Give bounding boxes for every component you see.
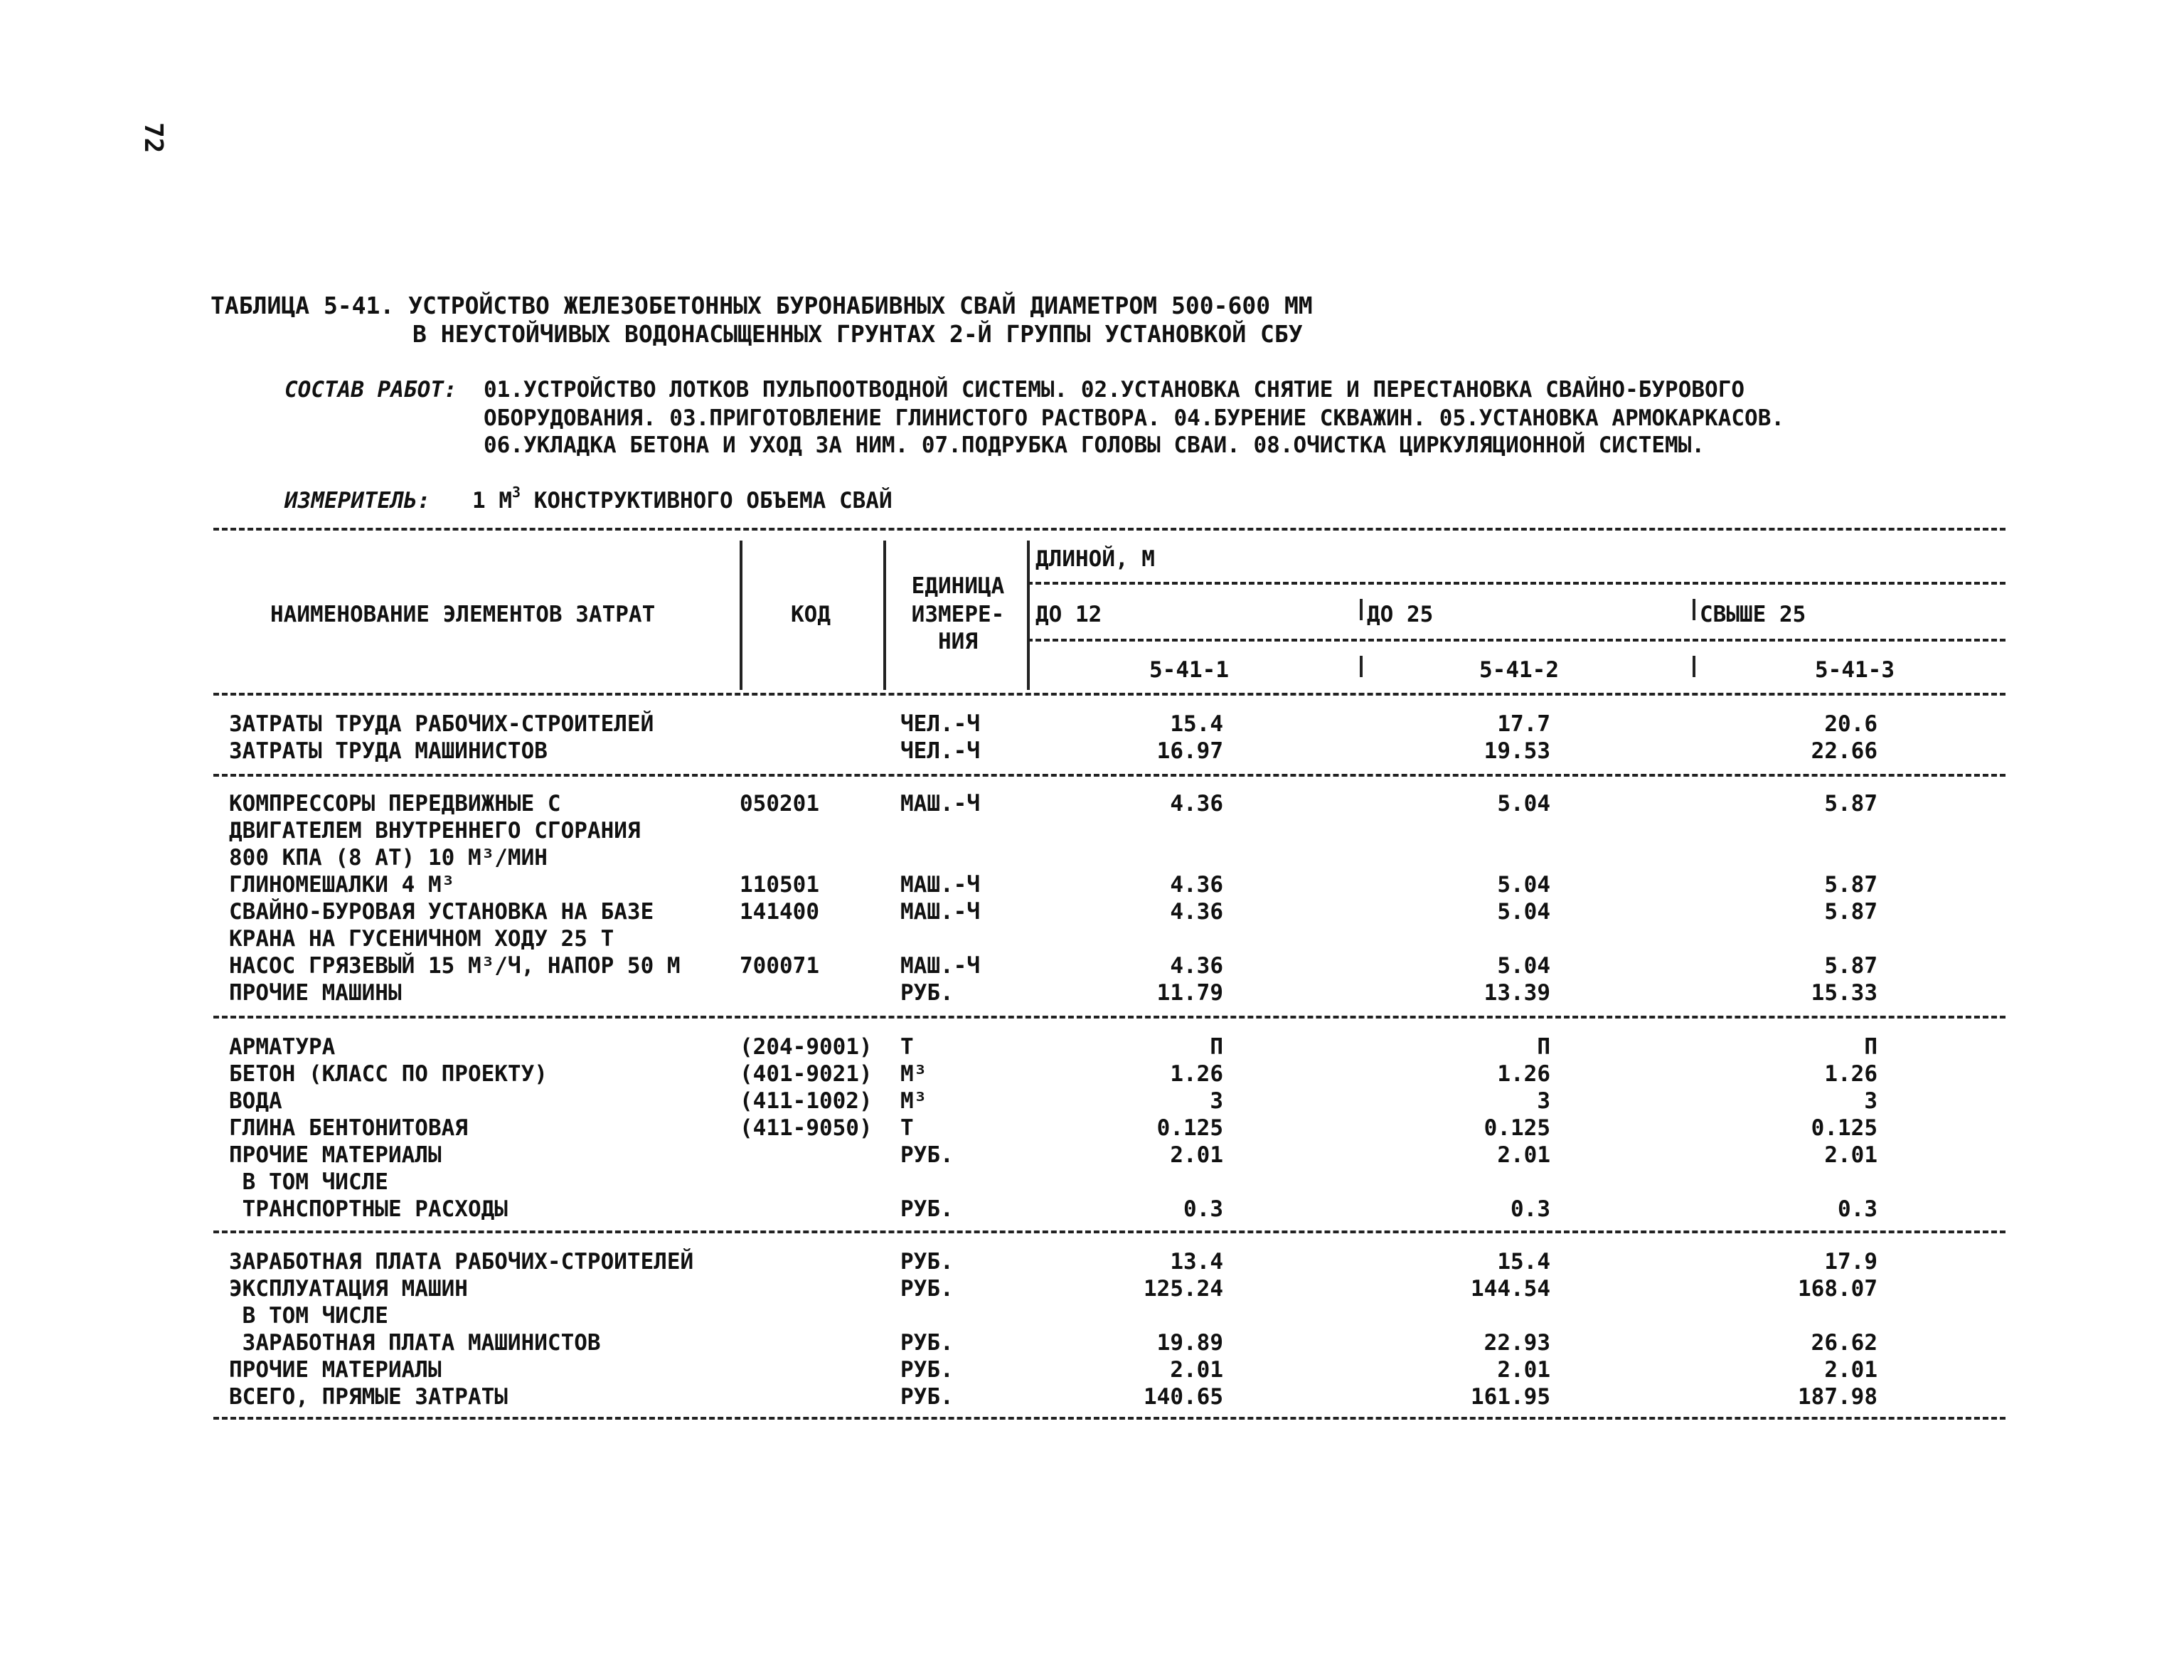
row-value-2: 5.04 xyxy=(1497,872,1550,898)
work-line1: 01.УСТРОЙСТВО ЛОТКОВ ПУЛЬПООТВОДНОЙ СИСТЕМЫ. 02.УСТАНОВКА СНЯТИЕ И ПЕРЕСТАНОВКА СВАЙНО-БУРОВОГО xyxy=(484,377,1745,403)
vbar-code xyxy=(883,541,886,690)
row-name: ПРОЧИЕ МАТЕРИАЛЫ xyxy=(229,1142,442,1168)
row-name: СВАЙНО-БУРОВАЯ УСТАНОВКА НА БАЗЕ xyxy=(229,899,654,925)
meter-text xyxy=(472,484,893,514)
header-col2: 5-41-2 xyxy=(1479,657,1559,683)
header-length: ДЛИНОЙ, М xyxy=(1035,546,1155,572)
meter-label: ИЗМЕРИТЕЛЬ: xyxy=(284,488,431,514)
rule-header-bottom xyxy=(213,693,2005,696)
row-value-1: 4.36 xyxy=(1170,872,1223,898)
meter-sup: 3 xyxy=(512,484,521,501)
row-value-1: 140.65 xyxy=(1144,1384,1223,1410)
row-unit: РУБ. xyxy=(900,980,954,1006)
header-unit-3: НИЯ xyxy=(938,629,978,654)
row-value-3: 168.07 xyxy=(1798,1276,1877,1302)
row-name: ПРОЧИЕ МАТЕРИАЛЫ xyxy=(229,1357,442,1383)
rule-subheads xyxy=(1027,639,2005,642)
row-name: БЕТОН (КЛАСС ПО ПРОЕКТУ) xyxy=(229,1061,548,1087)
vbar-len2 xyxy=(1360,599,1363,620)
row-value-2: 5.04 xyxy=(1497,791,1550,817)
vbar-col2 xyxy=(1360,656,1363,677)
row-value-3: П xyxy=(1864,1034,1877,1060)
header-unit-2: ИЗМЕРЕ- xyxy=(911,602,1005,627)
row-name: ПРОЧИЕ МАШИНЫ xyxy=(229,980,402,1006)
table-title-line1: ТАБЛИЦА 5-41. УСТРОЙСТВО ЖЕЛЕЗОБЕТОННЫХ БУРОНАБИВНЫХ СВАЙ ДИАМЕТРОМ 500-600 ММ xyxy=(211,292,1313,319)
row-code: (204-9001) xyxy=(740,1034,873,1060)
row-name: ДВИГАТЕЛЕМ ВНУТРЕННЕГО СГОРАНИЯ xyxy=(229,818,641,844)
row-value-2: 144.54 xyxy=(1471,1276,1550,1302)
row-value-3: 26.62 xyxy=(1811,1330,1877,1356)
row-value-2: 1.26 xyxy=(1497,1061,1550,1087)
row-code: 110501 xyxy=(740,872,819,898)
vbar-len3 xyxy=(1693,599,1695,620)
row-value-1: 4.36 xyxy=(1170,899,1223,925)
row-name: ГЛИНА БЕНТОНИТОВАЯ xyxy=(229,1115,468,1141)
header-col1: 5-41-1 xyxy=(1149,657,1229,683)
row-name: КРАНА НА ГУСЕНИЧНОМ ХОДУ 25 Т xyxy=(229,926,614,952)
row-value-1: 2.01 xyxy=(1170,1357,1223,1383)
row-unit: РУБ. xyxy=(900,1330,954,1356)
row-name: ЗАРАБОТНАЯ ПЛАТА МАШИНИСТОВ xyxy=(229,1330,601,1356)
row-value-2: 2.01 xyxy=(1497,1357,1550,1383)
row-value-3: 15.33 xyxy=(1811,980,1877,1006)
work-label: СОСТАВ РАБОТ: xyxy=(284,377,457,403)
row-value-1: 125.24 xyxy=(1144,1276,1223,1302)
header-code: КОД xyxy=(791,602,831,627)
row-code: (401-9021) xyxy=(740,1061,873,1087)
rule-sect2 xyxy=(213,1016,2005,1019)
meter-text-b: КОНСТРУКТИВНОГО ОБЪЕМА СВАЙ xyxy=(521,488,893,514)
row-unit: РУБ. xyxy=(900,1142,954,1168)
row-value-2: 22.93 xyxy=(1483,1330,1550,1356)
page-number: 72 xyxy=(139,122,168,154)
row-value-3: 5.87 xyxy=(1824,872,1877,898)
row-name: ВОДА xyxy=(229,1088,282,1114)
row-value-3: 3 xyxy=(1864,1088,1877,1114)
row-value-1: 1.26 xyxy=(1170,1061,1223,1087)
rule-sect3 xyxy=(213,1230,2005,1233)
header-len1: ДО 12 xyxy=(1035,602,1102,627)
row-name: В ТОМ ЧИСЛЕ xyxy=(229,1169,388,1195)
row-value-2: 5.04 xyxy=(1497,899,1550,925)
row-unit: ЧЕЛ.-Ч xyxy=(900,738,980,764)
row-unit: М³ xyxy=(900,1061,927,1087)
row-unit: РУБ. xyxy=(900,1276,954,1302)
row-value-3: 5.87 xyxy=(1824,899,1877,925)
rule-top xyxy=(213,528,2005,531)
row-name: 800 КПА (8 АТ) 10 М³/МИН xyxy=(229,845,548,871)
row-value-3: 22.66 xyxy=(1811,738,1877,764)
rule-length xyxy=(1027,582,2005,585)
row-value-1: 0.3 xyxy=(1183,1196,1223,1222)
row-value-3: 0.3 xyxy=(1838,1196,1877,1222)
row-name: НАСОС ГРЯЗЕВЫЙ 15 М³/Ч, НАПОР 50 М xyxy=(229,953,681,979)
row-code: (411-9050) xyxy=(740,1115,873,1141)
header-len3: СВЫШЕ 25 xyxy=(1700,602,1806,627)
work-line3: 06.УКЛАДКА БЕТОНА И УХОД ЗА НИМ. 07.ПОДРУБКА ГОЛОВЫ СВАИ. 08.ОЧИСТКА ЦИРКУЛЯЦИОННОЙ СИСТЕМЫ. xyxy=(484,432,1705,458)
row-unit: ЧЕЛ.-Ч xyxy=(900,711,980,737)
row-value-3: 20.6 xyxy=(1824,711,1877,737)
row-value-2: П xyxy=(1537,1034,1550,1060)
row-unit: МАШ.-Ч xyxy=(900,899,980,925)
row-value-2: 15.4 xyxy=(1497,1249,1550,1275)
vbar-unit xyxy=(1027,541,1030,690)
row-code: 050201 xyxy=(740,791,819,817)
row-name: ЗАТРАТЫ ТРУДА МАШИНИСТОВ xyxy=(229,738,548,764)
row-name: КОМПРЕССОРЫ ПЕРЕДВИЖНЫЕ С xyxy=(229,791,561,817)
row-value-1: 15.4 xyxy=(1170,711,1223,737)
row-value-3: 2.01 xyxy=(1824,1357,1877,1383)
row-code: 141400 xyxy=(740,899,819,925)
header-len2: ДО 25 xyxy=(1367,602,1434,627)
row-unit: РУБ. xyxy=(900,1357,954,1383)
row-value-3: 2.01 xyxy=(1824,1142,1877,1168)
row-unit: МАШ.-Ч xyxy=(900,872,980,898)
work-line2: ОБОРУДОВАНИЯ. 03.ПРИГОТОВЛЕНИЕ ГЛИНИСТОГО РАСТВОРА. 04.БУРЕНИЕ СКВАЖИН. 05.УСТАНОВКА АРМОКАРКАСОВ. xyxy=(484,405,1785,431)
row-name: ВСЕГО, ПРЯМЫЕ ЗАТРАТЫ xyxy=(229,1384,508,1410)
row-value-3: 0.125 xyxy=(1811,1115,1877,1141)
row-value-2: 161.95 xyxy=(1471,1384,1550,1410)
row-value-1: 3 xyxy=(1210,1088,1223,1114)
row-value-1: 16.97 xyxy=(1156,738,1223,764)
rule-sect1 xyxy=(213,774,2005,777)
row-unit: МАШ.-Ч xyxy=(900,953,980,979)
row-value-2: 17.7 xyxy=(1497,711,1550,737)
row-unit: РУБ. xyxy=(900,1384,954,1410)
meter-text-a: 1 М xyxy=(472,488,512,514)
row-unit: М³ xyxy=(900,1088,927,1114)
row-name: ГЛИНОМЕШАЛКИ 4 М³ xyxy=(229,872,455,898)
row-value-3: 17.9 xyxy=(1824,1249,1877,1275)
row-name: ТРАНСПОРТНЫЕ РАСХОДЫ xyxy=(229,1196,508,1222)
row-value-1: 0.125 xyxy=(1156,1115,1223,1141)
vbar-col3 xyxy=(1693,656,1695,677)
row-code: (411-1002) xyxy=(740,1088,873,1114)
row-name: В ТОМ ЧИСЛЕ xyxy=(229,1303,388,1329)
row-name: ЗАРАБОТНАЯ ПЛАТА РАБОЧИХ-СТРОИТЕЛЕЙ xyxy=(229,1249,694,1275)
row-name: АРМАТУРА xyxy=(229,1034,336,1060)
row-unit: Т xyxy=(900,1115,914,1141)
header-col3: 5-41-3 xyxy=(1815,657,1895,683)
row-unit: РУБ. xyxy=(900,1249,954,1275)
row-value-3: 187.98 xyxy=(1798,1384,1877,1410)
row-value-1: 2.01 xyxy=(1170,1142,1223,1168)
row-value-1: 13.4 xyxy=(1170,1249,1223,1275)
row-name: ЭКСПЛУАТАЦИЯ МАШИН xyxy=(229,1276,468,1302)
row-value-3: 5.87 xyxy=(1824,953,1877,979)
row-value-2: 5.04 xyxy=(1497,953,1550,979)
row-unit: МАШ.-Ч xyxy=(900,791,980,817)
table-title-line2: В НЕУСТОЙЧИВЫХ ВОДОНАСЫЩЕННЫХ ГРУНТАХ 2-Й ГРУППЫ УСТАНОВКОЙ СБУ xyxy=(412,320,1303,348)
row-value-1: П xyxy=(1210,1034,1223,1060)
row-value-2: 0.125 xyxy=(1483,1115,1550,1141)
row-code: 700071 xyxy=(740,953,819,979)
vbar-name xyxy=(740,541,742,690)
header-unit-1: ЕДИНИЦА xyxy=(911,573,1005,599)
row-unit: Т xyxy=(900,1034,914,1060)
row-value-1: 4.36 xyxy=(1170,791,1223,817)
header-name: НАИМЕНОВАНИЕ ЭЛЕМЕНТОВ ЗАТРАТ xyxy=(270,602,656,627)
row-value-1: 4.36 xyxy=(1170,953,1223,979)
row-value-2: 3 xyxy=(1537,1088,1550,1114)
row-value-1: 19.89 xyxy=(1156,1330,1223,1356)
row-value-2: 19.53 xyxy=(1483,738,1550,764)
rule-bottom xyxy=(213,1417,2005,1420)
row-value-3: 1.26 xyxy=(1824,1061,1877,1087)
row-value-2: 0.3 xyxy=(1511,1196,1550,1222)
row-name: ЗАТРАТЫ ТРУДА РАБОЧИХ-СТРОИТЕЛЕЙ xyxy=(229,711,654,737)
row-unit: РУБ. xyxy=(900,1196,954,1222)
row-value-2: 13.39 xyxy=(1483,980,1550,1006)
row-value-3: 5.87 xyxy=(1824,791,1877,817)
row-value-1: 11.79 xyxy=(1156,980,1223,1006)
row-value-2: 2.01 xyxy=(1497,1142,1550,1168)
